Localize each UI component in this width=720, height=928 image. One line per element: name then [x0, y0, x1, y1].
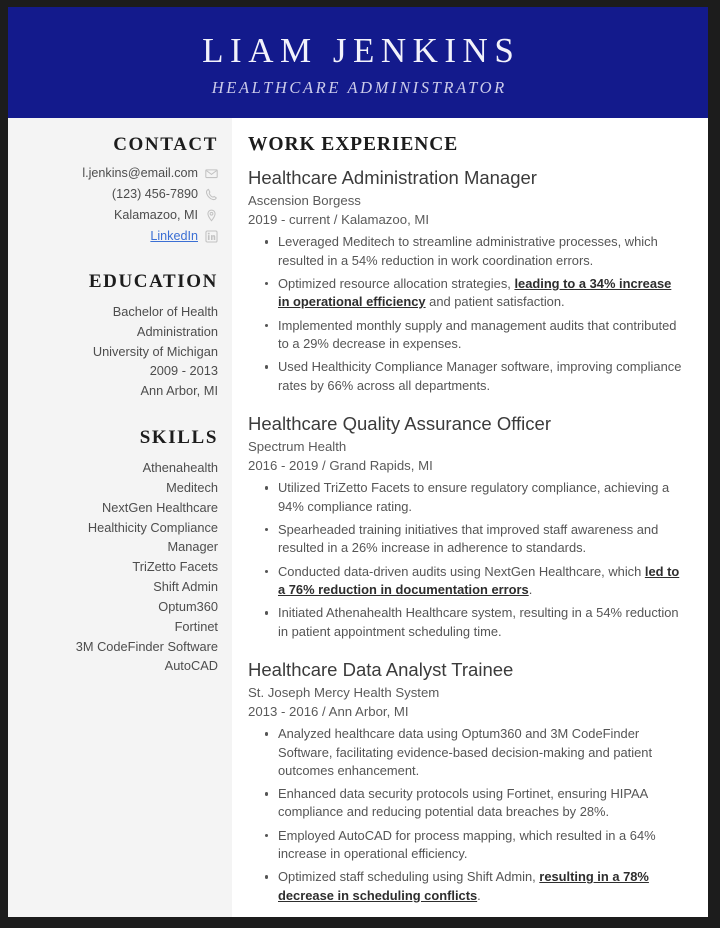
contact-value: l.jenkins@email.com: [82, 166, 198, 180]
linkedin-link[interactable]: LinkedIn: [150, 229, 198, 243]
job-bullet: [264, 868, 684, 905]
skill-item: Meditech: [166, 479, 218, 495]
bullet-highlight: led to a 76% reduction in documentation errors: [278, 563, 680, 597]
education-line: Bachelor of Health: [112, 304, 218, 319]
bullet-text: Implemented monthly supply and management audits that contributed to a 29% decrease in expenses.: [278, 317, 677, 351]
job-bullet: [264, 233, 684, 270]
bullet-text: Conducted data-driven audits using NextGen Healthcare, which: [278, 563, 645, 579]
contact-value: (123) 456-7890: [111, 187, 198, 201]
skill-item: TriZetto Facets: [132, 559, 218, 575]
job-company: St. Joseph Mercy Health System: [248, 684, 440, 700]
bullet-highlight: leading to a 34% increase in operational efficiency: [278, 276, 672, 310]
bullet-text: Enhanced data security protocols using Fortinet, ensuring HIPAA compliance and reducing potential data breaches by 28%.: [278, 786, 648, 820]
skills-heading: SKILLS: [139, 427, 218, 449]
contact-item: [18, 207, 218, 224]
contact-item: [18, 165, 218, 182]
resume-body: [8, 118, 708, 917]
linkedin-icon: [205, 230, 218, 243]
job-dates-location: 2019 - current / Kalamazoo, MI: [248, 212, 430, 228]
bullet-text: Used Healthicity Compliance Manager software, improving compliance rates by 66% across all departments.: [278, 359, 682, 393]
job-bullet: [264, 317, 684, 354]
resume-page: [8, 7, 708, 917]
candidate-name: LIAM JENKINS: [202, 30, 521, 70]
education-line: Ann Arbor, MI: [140, 383, 218, 399]
job-entry: [248, 412, 684, 641]
job-company: Ascension Borgess: [248, 193, 361, 209]
job-bullet: [264, 604, 684, 641]
contact-item[interactable]: [18, 228, 218, 245]
skill-item: Healthicity Compliance: [87, 519, 218, 535]
job-bullet: [264, 563, 684, 600]
education-line: 2009 - 2013: [149, 363, 218, 379]
bullet-text: Optimized resource allocation strategies,: [278, 276, 515, 292]
bullet-text: .: [528, 581, 533, 597]
skill-item: NextGen Healthcare: [102, 499, 218, 515]
work-experience-list: [248, 166, 684, 905]
job-bullet-list: [248, 725, 684, 905]
skill-item: Athenahealth: [142, 460, 218, 476]
job-entry: [248, 166, 684, 395]
location-pin-icon: [205, 209, 218, 222]
skill-item: Fortinet: [174, 618, 218, 634]
job-bullet: [264, 725, 684, 780]
phone-icon: [205, 188, 218, 201]
job-bullet: [264, 827, 684, 864]
job-title: Healthcare Administration Manager: [248, 167, 537, 188]
bullet-text: Utilized TriZetto Facets to ensure regulatory compliance, achieving a 94% compliance rating.: [278, 480, 670, 514]
sidebar: [8, 118, 232, 917]
bullet-text: .: [477, 887, 481, 903]
skill-item: Shift Admin: [153, 579, 218, 595]
job-bullet: [264, 358, 684, 395]
candidate-job-title: HEALTHCARE ADMINISTRATOR: [211, 78, 507, 98]
bullet-text: and patient satisfaction.: [425, 294, 565, 310]
bullet-text: Spearheaded training initiatives that improved staff awareness and resulted in a 26% increase in adherence to standards.: [278, 521, 659, 556]
bullet-text: Initiated Athenahealth Healthcare system, resulting in a 54% reduction in patient appointment scheduling time.: [278, 605, 679, 639]
job-title: Healthcare Quality Assurance Officer: [248, 412, 551, 434]
contact-list: [18, 165, 218, 245]
contact-value: Kalamazoo, MI: [114, 208, 198, 222]
job-bullet: [264, 521, 684, 558]
job-title: Healthcare Data Analyst Trainee: [248, 658, 514, 680]
contact-item: [18, 186, 218, 203]
education-line: University of Michigan: [92, 343, 218, 359]
skill-item: AutoCAD: [164, 658, 218, 674]
job-entry: [248, 658, 684, 905]
job-bullet-list: [248, 479, 684, 641]
skills-section: [18, 427, 218, 676]
education-list: [18, 302, 218, 401]
job-bullet: [264, 479, 684, 516]
bullet-text: Optimized staff scheduling using Shift Admin,: [278, 869, 540, 885]
skill-item: Optum360: [158, 598, 218, 614]
bullet-text: Employed AutoCAD for process mapping, which resulted in a 64% increase in operational efficiency.: [278, 827, 656, 862]
resume-header-banner: [8, 7, 708, 118]
bullet-text: Leveraged Meditech to streamline administrative processes, which resulted in a 54% reduction in work coordination errors.: [278, 234, 658, 268]
skill-item: 3M CodeFinder Software: [75, 638, 218, 654]
job-dates-location: 2013 - 2016 / Ann Arbor, MI: [248, 704, 409, 720]
skill-item: Manager: [167, 539, 218, 555]
education-section: [18, 271, 218, 401]
job-company: Spectrum Health: [248, 439, 347, 455]
job-bullet-list: [248, 233, 684, 395]
main-column: [232, 118, 708, 917]
bullet-text: Analyzed healthcare data using Optum360 and 3M CodeFinder Software, facilitating evidence-based decision-making and patient outcomes enhancement.: [278, 726, 653, 778]
skills-list: [18, 458, 218, 676]
contact-section: [18, 134, 218, 245]
envelope-icon: [205, 167, 218, 180]
work-experience-heading: WORK EXPERIENCE: [248, 134, 459, 155]
job-dates-location: 2016 - 2019 / Grand Rapids, MI: [248, 458, 433, 474]
job-bullet: [264, 785, 684, 822]
bullet-highlight: resulting in a 78% decrease in scheduling conflicts: [278, 869, 649, 903]
education-line: Administration: [136, 323, 218, 339]
education-heading: EDUCATION: [88, 271, 218, 292]
contact-heading: CONTACT: [113, 134, 218, 155]
job-bullet: [264, 275, 684, 312]
